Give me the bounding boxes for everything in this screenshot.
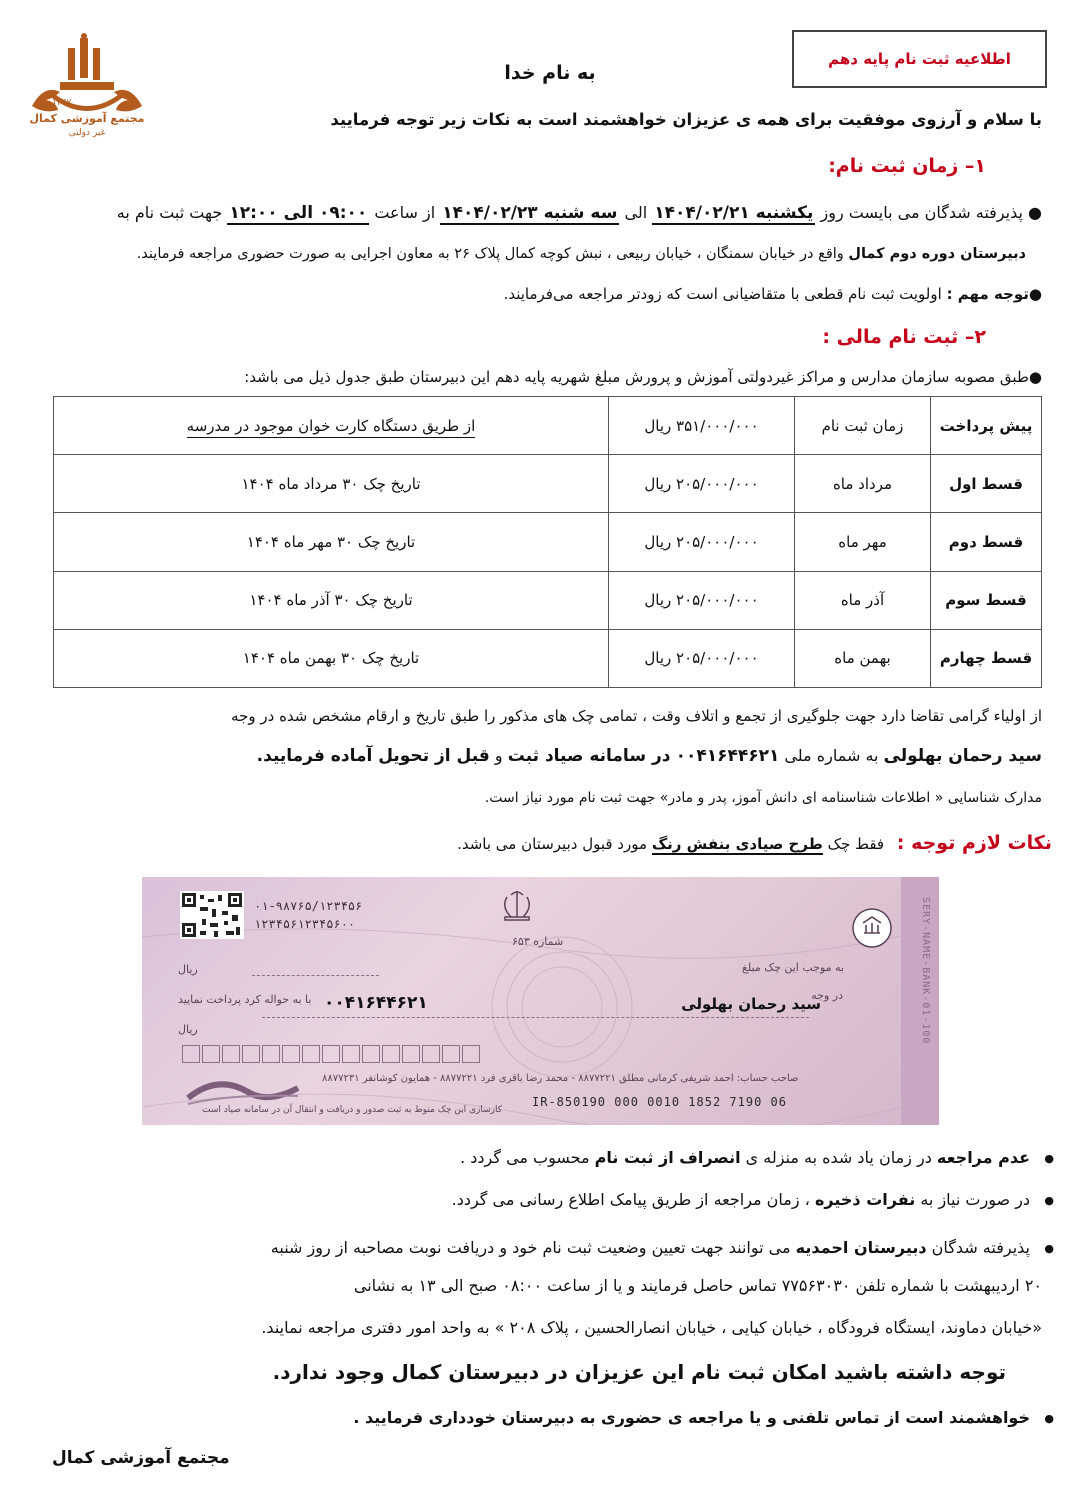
sample-cheque-image (142, 877, 939, 1125)
payment-time: زمان ثبت نام (795, 397, 931, 455)
sayad-mark-icon (182, 1072, 302, 1108)
payment-note: تاریخ چک ۳۰ بهمن ماه ۱۴۰۴ (54, 629, 609, 687)
cheque-type: طرح صیادی بنفش رنگ (651, 835, 823, 853)
payment-amount: ۲۰۵/۰۰۰/۰۰۰ ریال (609, 629, 795, 687)
text: الی (624, 203, 648, 222)
order-label: در وجه (811, 989, 843, 1002)
school-name: دبیرستان احمدیه (795, 1238, 927, 1257)
announcement-box (792, 30, 1047, 88)
section-registration-time-title: ۱– زمان ثبت نام: (828, 155, 986, 177)
prepare-text: قبل از تحویل آماده فرمایید. (256, 746, 490, 766)
amount-line (252, 975, 379, 976)
payment-time: مهر ماه (795, 513, 931, 571)
ahmadieh-contact: ۲۰ اردیبهشت با شماره تلفن ۷۷۵۶۳۰۳۰ تماس حاصل فرمایند و یا از ساعت ۰۸:۰۰ صبح الی ۱۳ به نشانی (353, 1276, 1042, 1295)
payment-note: تاریخ چک ۳۰ مرداد ماه ۱۴۰۴ (54, 455, 609, 513)
text: عدم مراجعه (936, 1148, 1030, 1167)
text: نفرات ذخیره (814, 1190, 916, 1209)
logo-year: ۱۳۴۷ (52, 98, 72, 108)
payment-note (54, 397, 609, 455)
time-range: ۰۹:۰۰ الی ۱۲:۰۰ (229, 203, 368, 223)
note-label: توجه مهم : (946, 285, 1029, 303)
text: از ساعت (374, 203, 436, 222)
payment-note: تاریخ چک ۳۰ مهر ماه ۱۴۰۴ (54, 513, 609, 571)
payment-label: پیش پرداخت (931, 397, 1042, 455)
payment-label: قسط دوم (931, 513, 1042, 571)
page-title: به نام خدا (504, 62, 596, 84)
end-date: سه شنبه ۱۴۰۴/۰۲/۲۳ (442, 203, 618, 223)
text: فقط چک (827, 835, 885, 853)
table-row (54, 513, 1042, 571)
payment-amount: ۲۰۵/۰۰۰/۰۰۰ ریال (609, 455, 795, 513)
ahmadieh-address: «خیابان دماوند، ایستگاه فرودگاه ، خیابان کیایی ، خیابان انصارالحسین ، پلاک ۲۰۸ » به واحد امور دفتری مراجعه نمایند. (261, 1318, 1042, 1337)
account-holders: صاحب حساب: احمد شریفی کرمانی مطلق ۸۸۷۷۲۲۱ - محمد رضا باقری فرد ۸۸۷۷۲۲۱ - همایون کوشانفر ۸۸۷۷۲۳۱ (322, 1073, 799, 1084)
payee-line (262, 1017, 809, 1018)
bullet-dot: ● (1022, 203, 1042, 222)
text: و (494, 746, 503, 765)
text: ، زمان مراجعه از طریق پیامک اطلاع رسانی می گردد. (451, 1190, 810, 1209)
pay-label: به موجب این چک مبلغ (742, 961, 844, 974)
text: پذیرفته شدگان (931, 1238, 1030, 1257)
national-emblem-icon (497, 887, 537, 923)
sayad-registration: در سامانه صیاد ثبت (507, 746, 671, 766)
cheque-payee: سید رحمان بهلولی (681, 995, 821, 1013)
table-row (54, 629, 1042, 687)
table-row (54, 571, 1042, 629)
table-row (54, 455, 1042, 513)
text: پذیرفته شدگان می بایست روز (820, 203, 1023, 222)
text: محسوب می گردد . (460, 1148, 590, 1167)
payment-label: قسط سوم (931, 571, 1042, 629)
reserve-note (452, 1190, 1030, 1209)
micr-code: IR-850190 000 0010 1852 7190 06 (532, 1095, 787, 1109)
payee-name: سید رحمان بهلولی (883, 746, 1042, 766)
school-name: دبیرستان دوره دوم کمال (848, 246, 1026, 262)
section-financial-title: ۲– ثبت نام مالی : (822, 326, 986, 348)
school-logo (22, 32, 152, 148)
school-address-line (137, 246, 1026, 262)
payee-line (257, 746, 1042, 766)
parents-instruction: از اولیاء گرامی تقاضا دارد جهت جلوگیری از تجمع و اتلاف وقت ، تمامی چک های مذکور را طبق تاریخ و ارقام مشخص شده در وجه (231, 707, 1042, 725)
amount-boxes (182, 1045, 480, 1063)
ahmadieh-note (271, 1238, 1030, 1257)
footer-signature: مجتمع آموزشی کمال (52, 1448, 230, 1468)
logo-caption: مجتمع آموزشی کمال (29, 112, 145, 125)
bullet-dot: ● (1028, 368, 1042, 386)
cheque-national-id: ۰۰۴۱۶۴۴۶۲۱ (324, 993, 428, 1013)
national-id: ۰۰۴۱۶۴۴۶۲۱ (675, 746, 780, 766)
tuition-intro (244, 368, 1042, 386)
text: به شماره ملی (784, 746, 879, 765)
notes-label: نکات لازم توجه : (896, 832, 1052, 854)
tuition-intro-text: طبق مصوبه سازمان مدارس و مراکز غیردولتی آموزش و پرورش مبلغ شهریه پایه دهم این دبیرستان طبق جدول ذیل می باشد: (244, 368, 1029, 386)
sayad-serial: ۱۲۳۴۵۶۱۲۳۴۵۶۰۰ (254, 917, 356, 931)
payment-time: بهمن ماه (795, 629, 931, 687)
payment-label: قسط چهارم (931, 629, 1042, 687)
payment-label: قسط اول (931, 455, 1042, 513)
rial-label-2: ریال (178, 1023, 198, 1036)
important-notes (457, 832, 1052, 854)
bank-logo-icon (851, 907, 893, 949)
table-row (54, 397, 1042, 455)
payment-amount: ۳۵۱/۰۰۰/۰۰۰ ریال (609, 397, 795, 455)
start-date: یکشنبه ۱۴۰۴/۰۲/۲۱ (654, 203, 814, 223)
intro-text: با سلام و آرزوی موفقیت برای همه ی عزیزان خواهشمند است به نکات زیر توجه فرمایید (330, 110, 1042, 129)
bearer-label: با به حواله کرد پرداخت نمایید (178, 993, 312, 1006)
qr-code-icon (180, 891, 244, 939)
priority-note (504, 285, 1042, 303)
text: جهت ثبت نام به (116, 203, 223, 222)
cheque-footer-note: کارسازی این چک منوط به ثبت صدور و دریافت و انتقال آن در سامانه صیاد است (202, 1105, 503, 1115)
payment-amount: ۲۰۵/۰۰۰/۰۰۰ ریال (609, 513, 795, 571)
absence-note (460, 1148, 1030, 1167)
registration-time-line (117, 203, 1042, 223)
rial-label: ریال (178, 963, 198, 976)
payment-amount: ۲۰۵/۰۰۰/۰۰۰ ریال (609, 571, 795, 629)
payment-note-text: از طریق دستگاه کارت خوان موجود در مدرسه (187, 417, 476, 438)
cheque-serial: شماره ۶۵۳ (512, 935, 564, 948)
bullet-dot: ● (1028, 285, 1042, 303)
address-text: واقع در خیابان سمنگان ، خیابان ربیعی ، نبش کوچه کمال پلاک ۲۶ به معاون اجرایی به صورت حضوری مراجعه فرمایند. (136, 246, 844, 262)
text: می توانند جهت تعیین وضعیت ثبت نام خود و دریافت نوبت مصاحبه از روز شنبه (270, 1238, 791, 1257)
warning-text: توجه داشته باشید امکان ثبت نام این عزیزان در دبیرستان کمال وجود ندارد. (272, 1360, 1006, 1384)
documents-note: مدارک شناسایی « اطلاعات شناسنامه ای دانش آموز، پدر و مادر» جهت ثبت نام مورد نیاز است. (484, 790, 1042, 806)
cheque-strip-text: 01-100-SERY-NAME-BANK (920, 897, 931, 1045)
payment-time: مرداد ماه (795, 455, 931, 513)
text: مورد قبول دبیرستان می باشد. (457, 835, 648, 853)
logo-subcaption: غیر دولتی (68, 128, 106, 138)
payment-note: تاریخ چک ۳۰ آذر ماه ۱۴۰۴ (54, 571, 609, 629)
tuition-table (53, 396, 1042, 688)
no-calls-note: ● خواهشمند است از تماس تلفنی و یا مراجعه ی حضوری به دبیرستان خودداری فرمایید . (353, 1408, 1030, 1427)
note-text: اولویت ثبت نام قطعی با متقاضیانی است که زودتر مراجعه می‌فرمایند. (503, 285, 942, 303)
payment-time: آذر ماه (795, 571, 931, 629)
text: انصراف از ثبت نام (594, 1148, 741, 1167)
text: در زمان یاد شده به منزله ی (745, 1148, 932, 1167)
sayad-id: ۰۱-۹۸۷۶۵/۱۲۳۴۵۶ (254, 899, 363, 913)
announcement-text: اطلاعیه ثبت نام پایه دهم (828, 50, 1011, 68)
text: در صورت نیاز به (920, 1190, 1030, 1209)
